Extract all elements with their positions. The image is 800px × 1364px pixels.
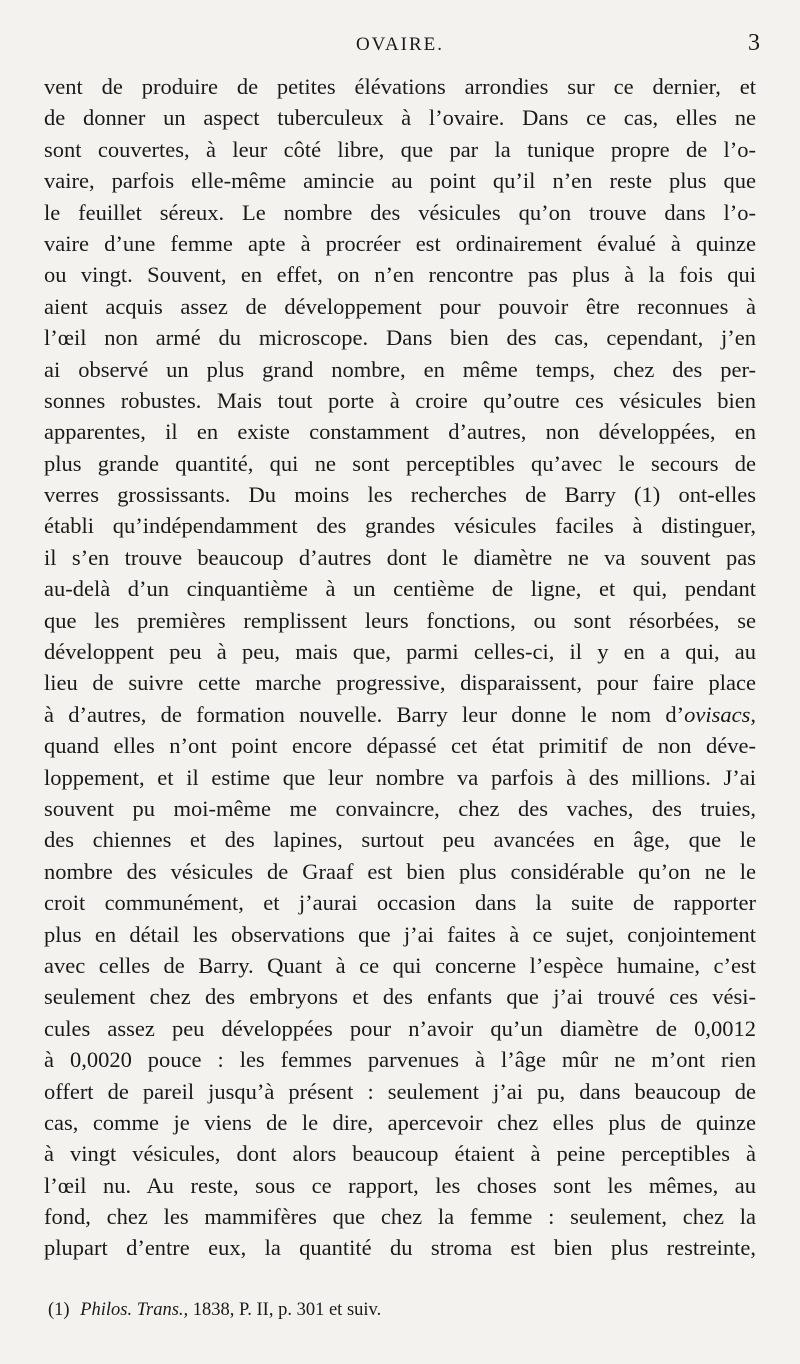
text-line: établi qu’indépendamment des grandes vésicules faciles à distinguer,: [44, 513, 756, 539]
text-line: apparentes, il en existe constamment d’autres, non développées, en: [44, 419, 756, 445]
text-line: de donner un aspect tuberculeux à l’ovaire. Dans ce cas, elles ne: [44, 105, 756, 131]
text-line: sont couvertes, à leur côté libre, que par la tunique propre de l’o-: [44, 136, 756, 162]
text-line: l’œil nu. Au reste, sous ce rapport, les choses sont les mêmes, au: [44, 1172, 756, 1198]
text-segment: à d’autres, de formation nouvelle. Barry leur donne le nom d’: [44, 701, 685, 727]
text-line: le feuillet séreux. Le nombre des vésicules qu’on trouve dans l’o-: [44, 199, 756, 225]
text-line: ou vingt. Souvent, en effet, on n’en rencontre pas plus à la fois qui: [44, 262, 756, 288]
text-line: cas, comme je viens de le dire, apercevoir chez elles plus de quinze: [44, 1109, 756, 1135]
italic-term: ovisacs,: [684, 701, 756, 727]
footnote-marker: (1): [48, 1300, 70, 1320]
text-line: ai observé un plus grand nombre, en même temps, chez des per-: [44, 356, 756, 382]
text-line: que les premières remplissent leurs fonctions, ou sont résorbées, se: [44, 607, 756, 633]
text-line: plus en détail les observations que j’ai faites à ce sujet, conjointement: [44, 921, 756, 947]
footnote: [48, 1300, 748, 1321]
text-line: des chiennes et des lapines, surtout peu avancées en âge, que le: [44, 827, 756, 853]
text-line: lieu de suivre cette marche progressive, disparaissent, pour faire place: [44, 670, 756, 696]
text-line: plupart d’entre eux, la quantité du stroma est bien plus restreinte,: [44, 1235, 756, 1261]
text-line: loppement, et il estime que leur nombre va parfois à des millions. J’ai: [44, 764, 756, 790]
text-line: à vingt vésicules, dont alors beaucoup étaient à peine perceptibles à: [44, 1141, 756, 1167]
footnote-details: 1838, P. II, p. 301 et suiv.: [192, 1300, 382, 1320]
text-line: offert de pareil jusqu’à présent : seulement j’ai pu, dans beaucoup de: [44, 1078, 756, 1104]
running-title: OVAIRE.: [355, 34, 445, 55]
text-line: vent de produire de petites élévations arrondies sur ce dernier, et: [44, 74, 756, 99]
text-line-with-italic: [44, 699, 756, 730]
text-line: l’œil non armé du microscope. Dans bien des cas, cependant, j’en: [44, 325, 756, 351]
text-line: développent peu à peu, mais que, parmi celles-ci, il y en a qui, au: [44, 639, 756, 665]
text-line: croit communément, et j’aurai occasion dans la suite de rapporter: [44, 890, 756, 916]
text-line: souvent pu moi-même me convaincre, chez des vaches, des truies,: [44, 795, 756, 821]
page-number: 3: [748, 30, 760, 56]
text-line: verres grossissants. Du moins les recherches de Barry (1) ont-elles: [44, 482, 756, 508]
text-line: vaire, parfois elle-même amincie au point qu’il n’en reste plus que: [44, 168, 756, 194]
text-line: seulement chez des embryons et des enfants que j’ai trouvé ces vési-: [44, 984, 756, 1010]
text-line: fond, chez les mammifères que chez la femme : seulement, chez la: [44, 1204, 756, 1230]
text-line: au-delà d’un cinquantième à un centième de ligne, et qui, pendant: [44, 576, 756, 602]
text-line: nombre des vésicules de Graaf est bien plus considérable qu’on ne le: [44, 858, 756, 884]
text-line: il s’en trouve beaucoup d’autres dont le diamètre ne va souvent pas: [44, 544, 756, 570]
footnote-source: Philos. Trans.,: [80, 1300, 189, 1320]
text-line: quand elles n’ont point encore dépassé cet état primitif de non déve-: [44, 733, 756, 759]
text-line: aient acquis assez de développement pour pouvoir être reconnues à: [44, 293, 756, 319]
text-line: plus grande quantité, qui ne sont perceptibles qu’avec le secours de: [44, 450, 756, 476]
running-head: [0, 30, 800, 60]
text-line: à 0,0020 pouce : les femmes parvenues à l’âge mûr ne m’ont rien: [44, 1047, 756, 1073]
text-line: cules assez peu développées pour n’avoir qu’un diamètre de 0,0012: [44, 1015, 756, 1041]
text-line: sonnes robustes. Mais tout porte à croire qu’outre ces vésicules bien: [44, 387, 756, 413]
text-line: vaire d’une femme apte à procréer est ordinairement évalué à quinze: [44, 230, 756, 256]
text-line: avec celles de Barry. Quant à ce qui concerne l’espèce humaine, c’est: [44, 952, 756, 978]
body-text: [44, 71, 756, 1264]
